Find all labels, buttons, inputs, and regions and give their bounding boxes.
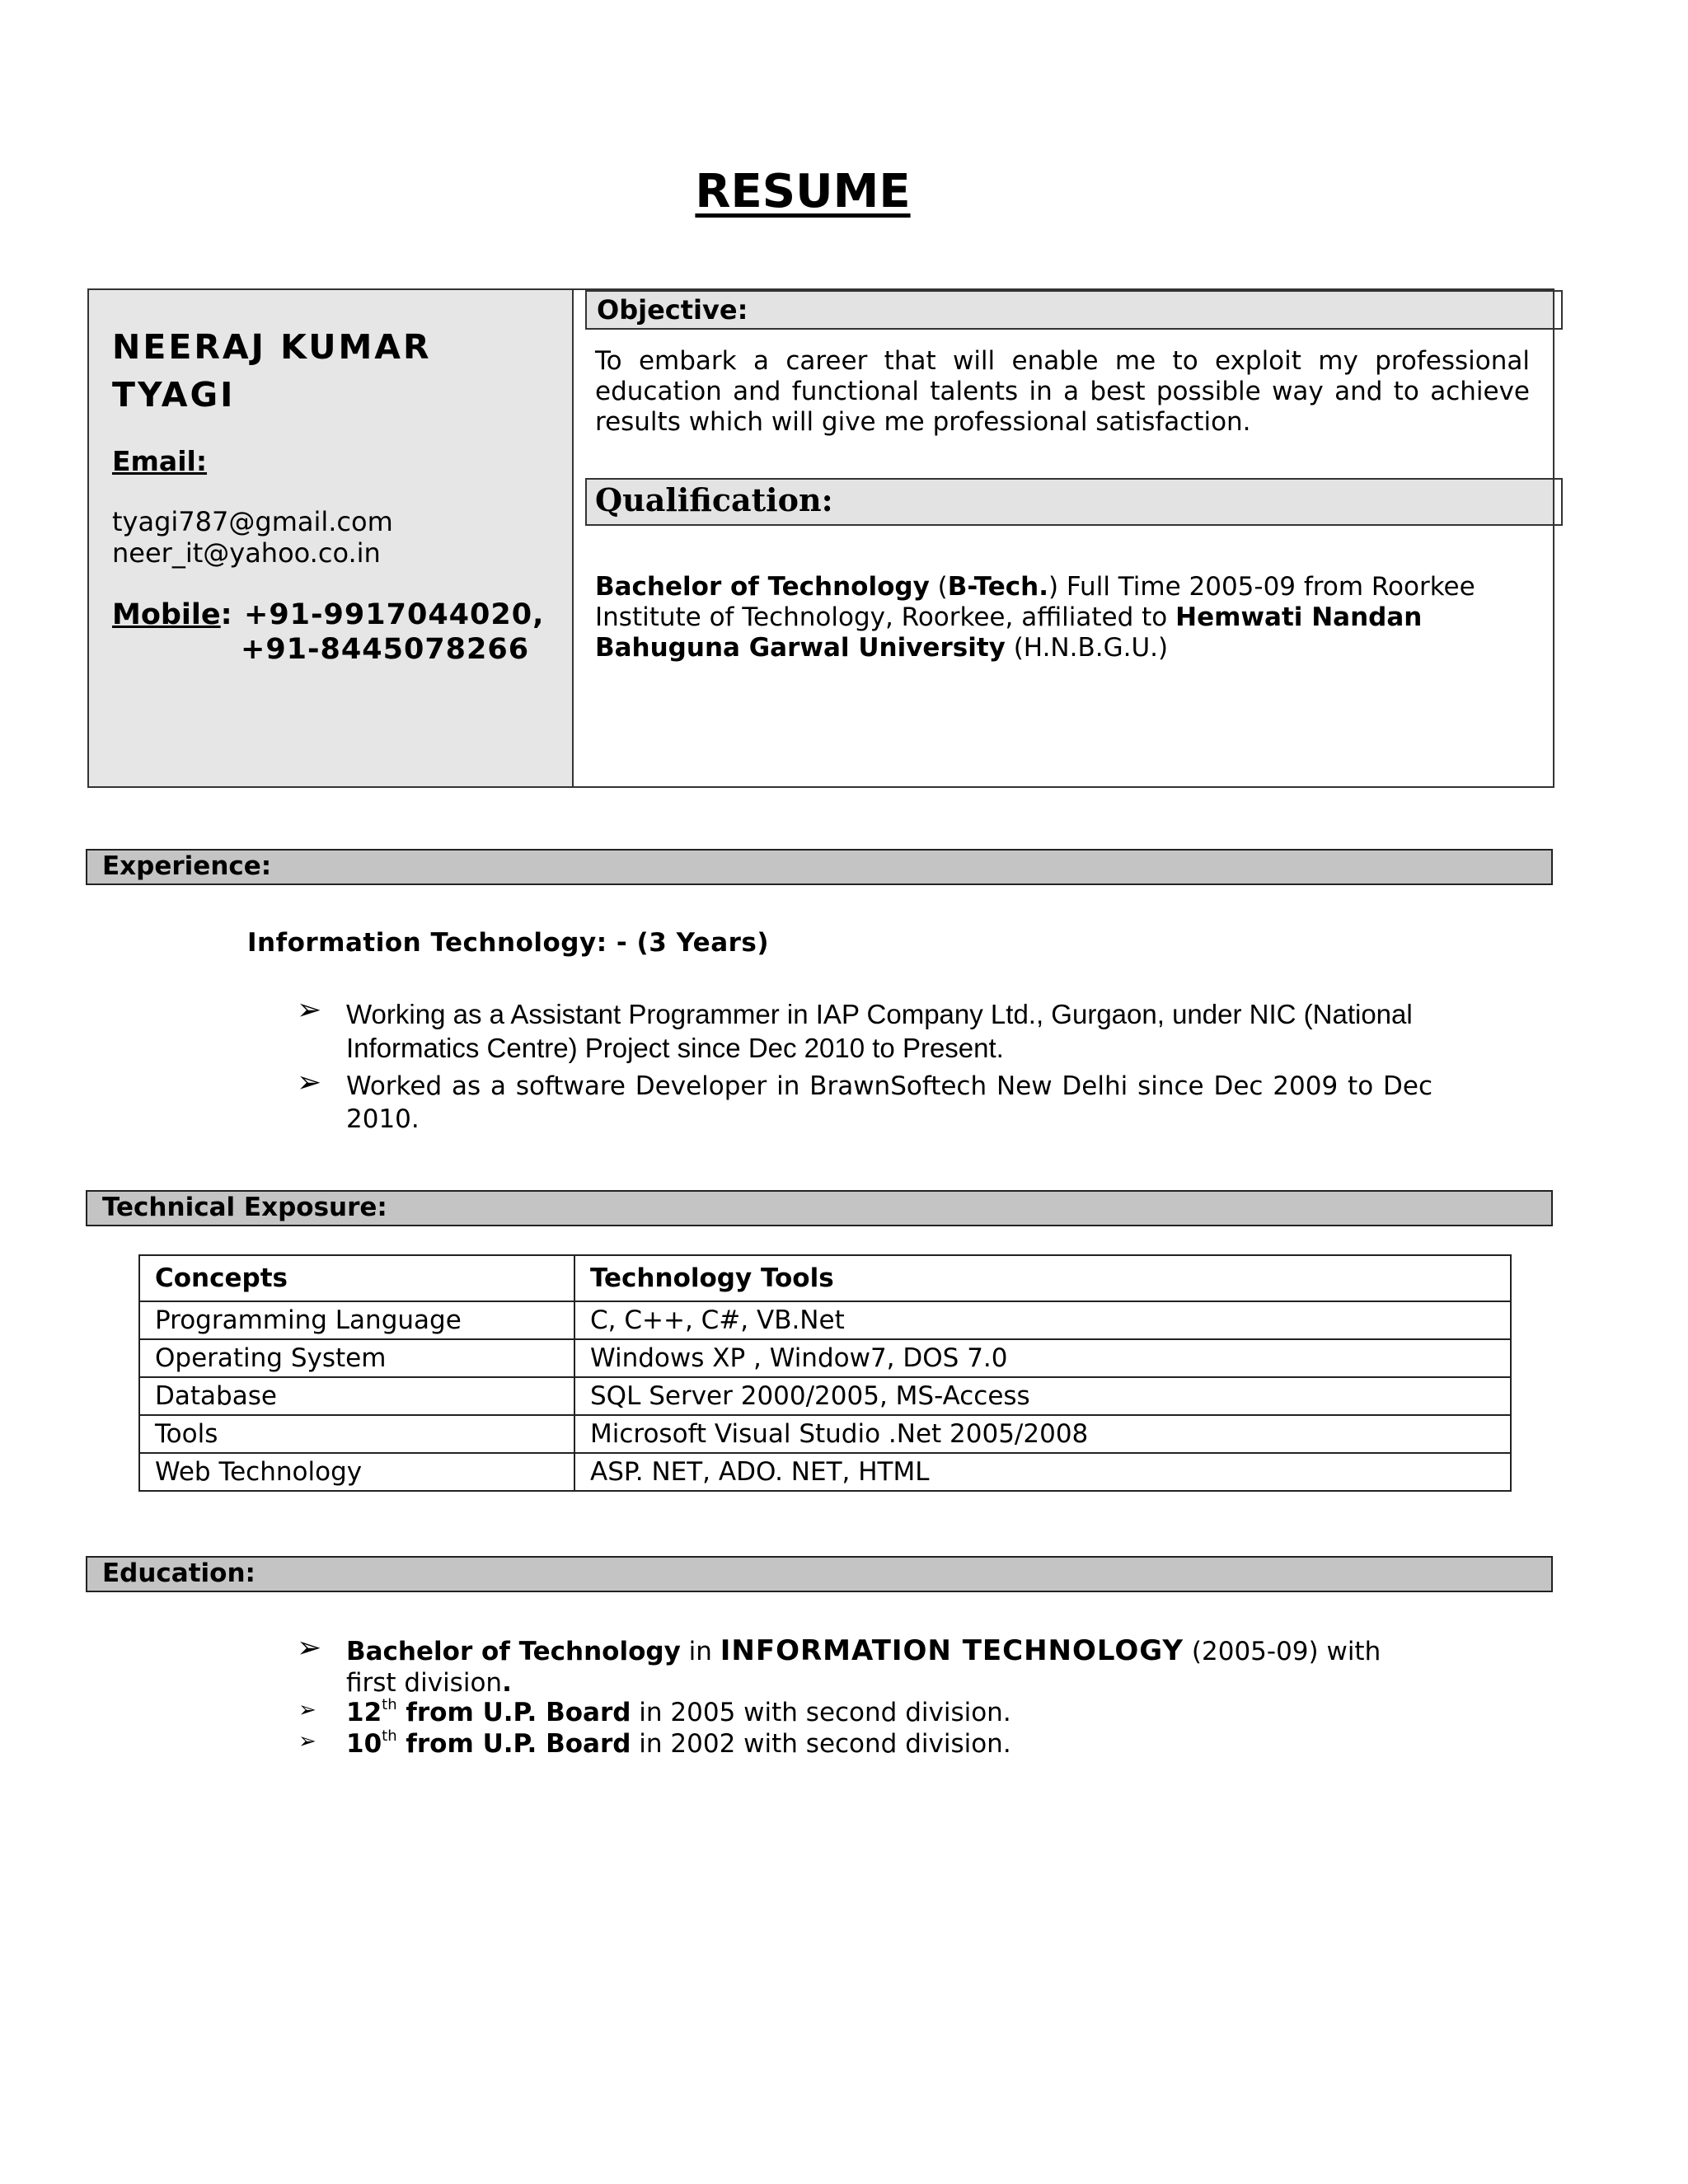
qualification-heading: Qualification: bbox=[595, 481, 833, 518]
objective-header-tail bbox=[1553, 290, 1563, 330]
table-cell: SQL Server 2000/2005, MS-Access bbox=[574, 1377, 1511, 1415]
table-row bbox=[139, 1339, 1511, 1377]
table-cell: Microsoft Visual Studio .Net 2005/2008 bbox=[574, 1415, 1511, 1453]
email-label: Email: bbox=[112, 445, 208, 477]
education-section-bar bbox=[86, 1556, 1553, 1592]
page-title: RESUME bbox=[695, 165, 911, 218]
grade-number: 10 bbox=[346, 1729, 382, 1759]
branch-name: INFORMATION TECHNOLOGY bbox=[720, 1634, 1184, 1667]
mobile-number: +91-9917044020, bbox=[244, 598, 545, 631]
mobile-label: Mobile: bbox=[112, 598, 232, 631]
table-cell: Windows XP , Window7, DOS 7.0 bbox=[574, 1339, 1511, 1377]
table-header-cell: Technology Tools bbox=[574, 1255, 1511, 1301]
board-name: from U.P. Board bbox=[396, 1729, 631, 1759]
education-item bbox=[346, 1698, 1011, 1727]
experience-item: Worked as a software Developer in BrawnSoftech New Delhi since Dec 2009 to Dec 2010. bbox=[346, 1071, 1432, 1134]
experience-section-bar bbox=[86, 849, 1553, 885]
university-abbrev: (H.N.B.G.U.) bbox=[1005, 633, 1169, 663]
arrowhead-bullet-icon: ➢ bbox=[297, 1631, 322, 1665]
education-item bbox=[346, 1729, 1011, 1759]
experience-heading: Experience: bbox=[102, 851, 272, 881]
table-row bbox=[139, 1415, 1511, 1453]
objective-text: To embark a career that will enable me to exploit my professional education and functional talents in a best possible way and to achieve results which will give me professional satisfaction. bbox=[595, 346, 1530, 437]
mobile-number: +91-8445078266 bbox=[241, 633, 530, 666]
arrowhead-bullet-icon: ➢ bbox=[297, 993, 322, 1027]
board-name: from U.P. Board bbox=[396, 1698, 631, 1727]
university-name: Hemwati Nandan Bahuguna Garwal University bbox=[595, 602, 1423, 663]
arrowhead-bullet-icon: ➢ bbox=[298, 1698, 316, 1722]
education-fragment: (2005-09) with first division bbox=[346, 1637, 1381, 1698]
email-address[interactable]: tyagi787@gmail.com bbox=[112, 506, 393, 537]
experience-subheading: Information Technology: - (3 Years) bbox=[247, 928, 770, 958]
mobile-label-text: Mobile bbox=[112, 598, 221, 631]
education-fragment: in 2005 with second division. bbox=[631, 1698, 1011, 1727]
table-cell: Web Technology bbox=[139, 1453, 574, 1491]
table-cell: C, C++, C#, VB.Net bbox=[574, 1301, 1511, 1339]
candidate-name: NEERAJ KUMAR TYAGI bbox=[112, 327, 432, 415]
technical-table bbox=[138, 1254, 1512, 1492]
arrowhead-bullet-icon: ➢ bbox=[297, 1066, 322, 1099]
table-row bbox=[139, 1453, 1511, 1491]
arrowhead-bullet-icon: ➢ bbox=[298, 1729, 316, 1754]
table-cell: Programming Language bbox=[139, 1301, 574, 1339]
table-cell: Operating System bbox=[139, 1339, 574, 1377]
ordinal-suffix: th bbox=[382, 1696, 397, 1713]
education-item bbox=[346, 1635, 1434, 1699]
table-cell: Database bbox=[139, 1377, 574, 1415]
qualification-header-tail bbox=[1553, 478, 1563, 526]
table-row bbox=[139, 1301, 1511, 1339]
qualification-text bbox=[595, 572, 1530, 663]
objective-heading: Objective: bbox=[597, 294, 748, 326]
degree-abbrev: B-Tech. bbox=[947, 572, 1048, 602]
table-row bbox=[139, 1377, 1511, 1415]
education-fragment: in 2002 with second division. bbox=[631, 1729, 1011, 1759]
technical-heading: Technical Exposure: bbox=[102, 1193, 387, 1222]
email-address[interactable]: neer_it@yahoo.co.in bbox=[112, 537, 381, 569]
education-fragment: in bbox=[680, 1637, 720, 1666]
table-header-cell: Concepts bbox=[139, 1255, 574, 1301]
table-header-row bbox=[139, 1255, 1511, 1301]
grade-number: 12 bbox=[346, 1698, 382, 1727]
education-fragment: . bbox=[502, 1668, 512, 1698]
table-cell: ASP. NET, ADO. NET, HTML bbox=[574, 1453, 1511, 1491]
qualification-fragment: ) Full Time 2005-09 from Roorkee Institute of Technology, Roorkee, affiliated to bbox=[595, 572, 1475, 632]
degree-name: Bachelor of Technology bbox=[595, 572, 930, 602]
education-heading: Education: bbox=[102, 1558, 256, 1588]
degree-name: Bachelor of Technology bbox=[346, 1637, 681, 1666]
qualification-fragment: ( bbox=[929, 572, 948, 602]
ordinal-suffix: th bbox=[382, 1727, 397, 1745]
table-cell: Tools bbox=[139, 1415, 574, 1453]
experience-item: Working as a Assistant Programmer in IAP Company Ltd., Gurgaon, under NIC (National Informatics Centre) Project since Dec 2010 to Present. bbox=[346, 999, 1413, 1063]
